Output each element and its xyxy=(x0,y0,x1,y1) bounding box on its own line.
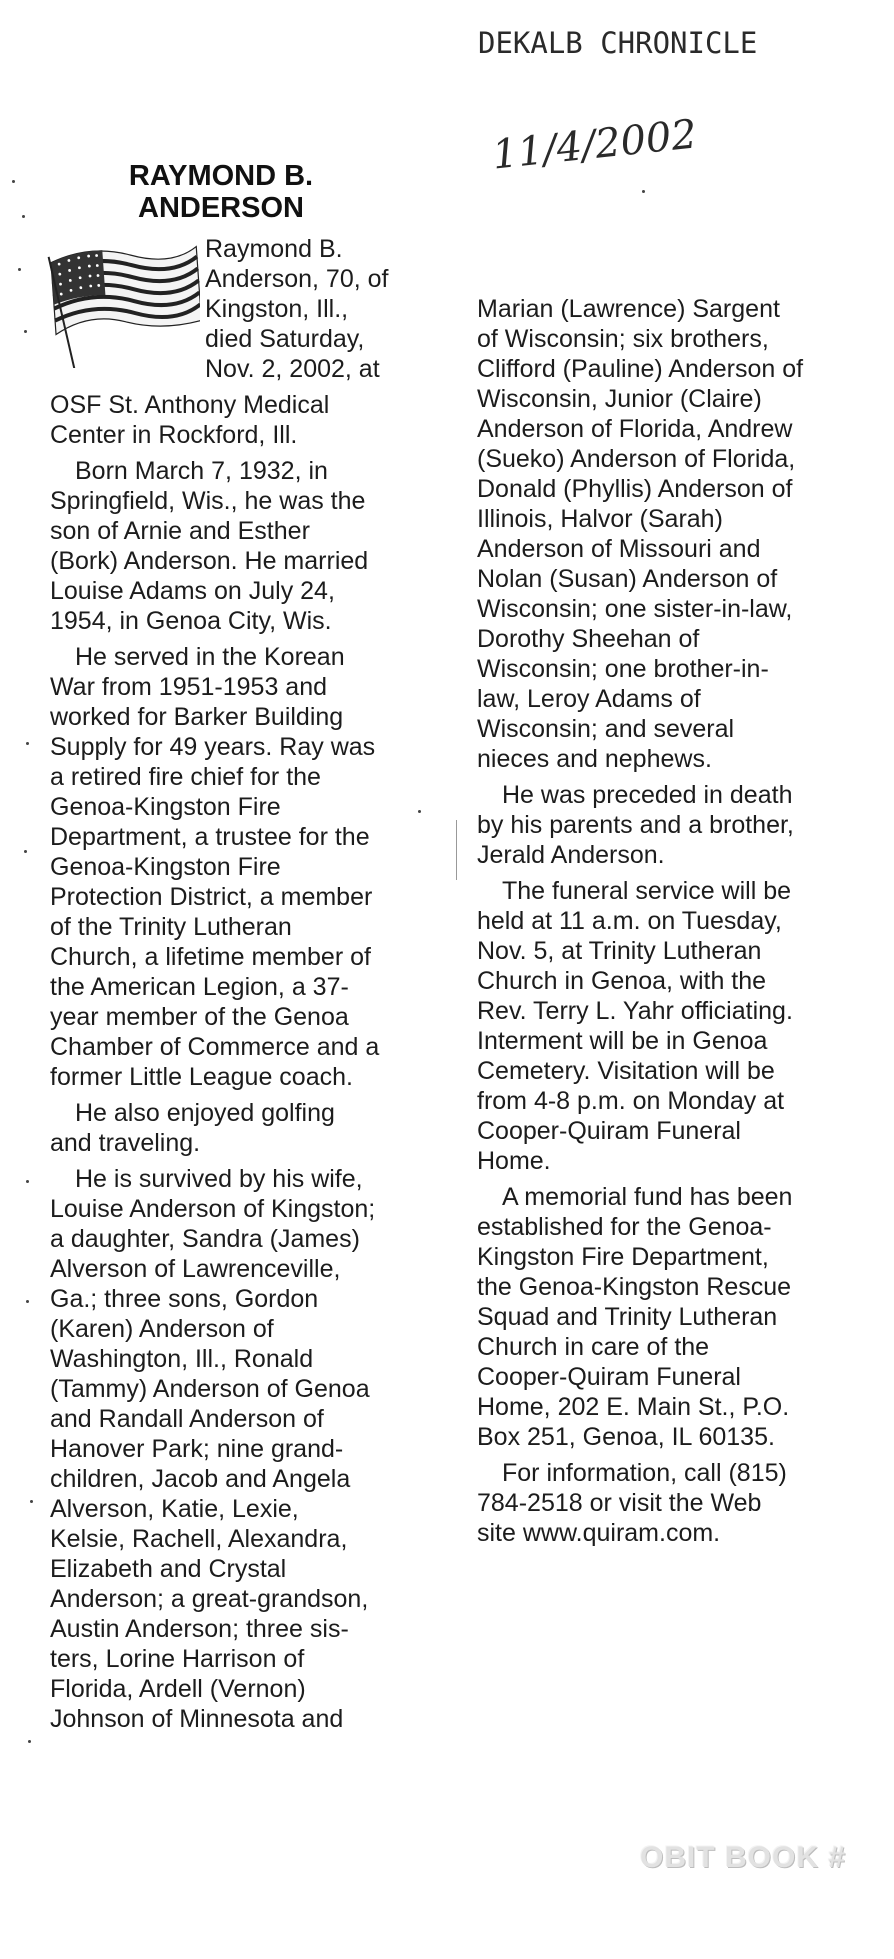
text-line: (Bork) Anderson. He married xyxy=(50,547,369,575)
scan-speck xyxy=(26,1180,29,1183)
text-line: Genoa-Kingston Fire xyxy=(50,793,281,821)
text-line: by his parents and a brother, xyxy=(477,811,794,839)
text-line: Wisconsin; and several xyxy=(477,715,735,743)
text-line: Home. xyxy=(477,1147,551,1175)
text-line: former Little League coach. xyxy=(50,1063,353,1091)
text-line: Kingston Fire Department, xyxy=(477,1243,769,1271)
text-line: the American Legion, a 37- xyxy=(50,973,349,1001)
obit-book-stamp: OBIT BOOK # xyxy=(640,1841,847,1874)
text-line: Jerald Anderson. xyxy=(477,841,665,869)
text-line: Washington, Ill., Ronald xyxy=(50,1345,314,1373)
column-divider xyxy=(456,820,457,880)
text-line: Wisconsin; one sister-in-law, xyxy=(477,595,793,623)
text-line: nieces and nephews. xyxy=(477,745,712,773)
text-line: Elizabeth and Crystal xyxy=(50,1555,287,1583)
headline-line-2: ANDERSON xyxy=(138,192,304,224)
text-line: 1954, in Genoa City, Wis. xyxy=(50,607,332,635)
scan-speck xyxy=(418,810,421,813)
text-line: ters, Lorine Harrison of xyxy=(50,1645,305,1673)
text-line: Springfield, Wis., he was the xyxy=(50,487,366,515)
text-line: a retired fire chief for the xyxy=(50,763,321,791)
text-line: held at 11 a.m. on Tuesday, xyxy=(477,907,782,935)
text-line: site www.quiram.com. xyxy=(477,1519,721,1547)
text-line: Department, a trustee for the xyxy=(50,823,370,851)
text-line: children, Jacob and Angela xyxy=(50,1465,351,1493)
headline xyxy=(96,160,346,224)
text-line: a daughter, Sandra (James) xyxy=(50,1225,360,1253)
text-line: Church, a lifetime member of xyxy=(50,943,371,971)
text-line: Kingston, Ill., xyxy=(205,295,349,323)
text-line: Anderson; a great-grandson, xyxy=(50,1585,369,1613)
text-line: Hanover Park; nine grand- xyxy=(50,1435,344,1463)
text-line: Louise Adams on July 24, xyxy=(50,577,335,605)
text-line: Center in Rockford, Ill. xyxy=(50,421,298,449)
text-line: (Karen) Anderson of xyxy=(50,1315,274,1343)
text-line: Ga.; three sons, Gordon xyxy=(50,1285,319,1313)
text-line: of the Trinity Lutheran xyxy=(50,913,292,941)
text-line: Marian (Lawrence) Sargent xyxy=(477,295,780,323)
text-line: Johnson of Minnesota and xyxy=(50,1705,344,1733)
text-line: Alverson of Lawrenceville, xyxy=(50,1255,341,1283)
american-flag-icon xyxy=(40,238,200,368)
text-line: and traveling. xyxy=(50,1129,201,1157)
text-line: died Saturday, xyxy=(205,325,365,353)
scan-speck xyxy=(642,190,645,193)
scan-speck xyxy=(28,1740,31,1743)
handwritten-date: 11/4/2002 xyxy=(490,111,699,179)
text-line: and Randall Anderson of xyxy=(50,1405,324,1433)
text-line: He also enjoyed golfing xyxy=(75,1099,335,1127)
text-line: Born March 7, 1932, in xyxy=(75,457,328,485)
text-line: Cemetery. Visitation will be xyxy=(477,1057,775,1085)
text-line: Nov. 2, 2002, at xyxy=(205,355,380,383)
text-line: from 4-8 p.m. on Monday at xyxy=(477,1087,785,1115)
scan-speck xyxy=(26,742,29,745)
scan-speck xyxy=(12,180,15,183)
text-line: Cooper-Quiram Funeral xyxy=(477,1117,741,1145)
text-line: Anderson, 70, of xyxy=(205,265,389,293)
scan-speck xyxy=(26,1300,29,1303)
text-line: Donald (Phyllis) Anderson of xyxy=(477,475,793,503)
text-line: A memorial fund has been xyxy=(502,1183,793,1211)
scan-speck xyxy=(22,215,25,218)
text-line: (Sueko) Anderson of Florida, xyxy=(477,445,796,473)
text-line: He served in the Korean xyxy=(75,643,345,671)
text-line: Squad and Trinity Lutheran xyxy=(477,1303,778,1331)
text-line: Rev. Terry L. Yahr officiating. xyxy=(477,997,793,1025)
text-line: He was preceded in death xyxy=(502,781,793,809)
text-line: Alverson, Katie, Lexie, xyxy=(50,1495,299,1523)
text-line: Dorothy Sheehan of xyxy=(477,625,700,653)
text-line: Wisconsin, Junior (Claire) xyxy=(477,385,762,413)
text-line: Louise Anderson of Kingston; xyxy=(50,1195,376,1223)
text-line: of Wisconsin; six brothers, xyxy=(477,325,769,353)
text-line: law, Leroy Adams of xyxy=(477,685,701,713)
text-line: War from 1951-1953 and xyxy=(50,673,328,701)
text-line: established for the Genoa- xyxy=(477,1213,772,1241)
text-line: Wisconsin; one brother-in- xyxy=(477,655,769,683)
text-line: Anderson of Missouri and xyxy=(477,535,761,563)
text-line: son of Arnie and Esther xyxy=(50,517,310,545)
text-line: Austin Anderson; three sis- xyxy=(50,1615,349,1643)
text-line: Illinois, Halvor (Sarah) xyxy=(477,505,723,533)
text-line: Kelsie, Rachell, Alexandra, xyxy=(50,1525,348,1553)
scan-speck xyxy=(24,330,27,333)
text-line: year member of the Genoa xyxy=(50,1003,349,1031)
text-line: Church in Genoa, with the xyxy=(477,967,767,995)
text-line: 784-2518 or visit the Web xyxy=(477,1489,762,1517)
text-line: OSF St. Anthony Medical xyxy=(50,391,330,419)
text-line: He is survived by his wife, xyxy=(75,1165,363,1193)
text-line: Clifford (Pauline) Anderson of xyxy=(477,355,804,383)
text-line: Nov. 5, at Trinity Lutheran xyxy=(477,937,762,965)
masthead: DEKALB CHRONICLE xyxy=(478,26,758,60)
text-line: worked for Barker Building xyxy=(50,703,344,731)
text-line: Home, 202 E. Main St., P.O. xyxy=(477,1393,790,1421)
text-line: Interment will be in Genoa xyxy=(477,1027,768,1055)
text-line: Florida, Ardell (Vernon) xyxy=(50,1675,306,1703)
text-line: the Genoa-Kingston Rescue xyxy=(477,1273,792,1301)
text-line: (Tammy) Anderson of Genoa xyxy=(50,1375,370,1403)
text-line: For information, call (815) xyxy=(502,1459,787,1487)
text-line: Supply for 49 years. Ray was xyxy=(50,733,376,761)
text-line: Raymond B. xyxy=(205,235,343,263)
text-line: Chamber of Commerce and a xyxy=(50,1033,380,1061)
text-line: Cooper-Quiram Funeral xyxy=(477,1363,741,1391)
scan-speck xyxy=(24,850,27,853)
scan-speck xyxy=(30,1500,33,1503)
scan-speck xyxy=(18,268,21,271)
text-line: Genoa-Kingston Fire xyxy=(50,853,281,881)
text-line: The funeral service will be xyxy=(502,877,792,905)
text-line: Box 251, Genoa, IL 60135. xyxy=(477,1423,775,1451)
headline-line-1: RAYMOND B. xyxy=(128,160,314,192)
text-line: Nolan (Susan) Anderson of xyxy=(477,565,778,593)
text-line: Church in care of the xyxy=(477,1333,710,1361)
text-line: Anderson of Florida, Andrew xyxy=(477,415,793,443)
text-line: Protection District, a member xyxy=(50,883,373,911)
